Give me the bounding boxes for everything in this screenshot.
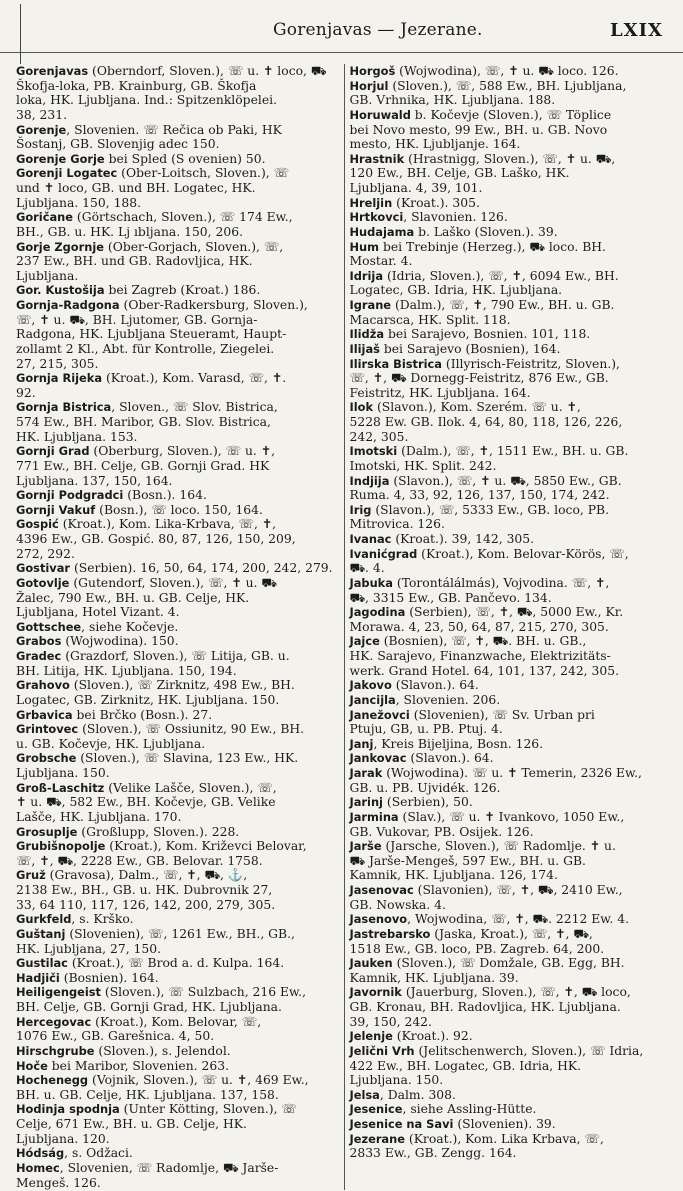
entry-headword: Jezerane [349, 1131, 405, 1146]
entry-text: (Jaska, Kroat.), ☏, ✝, ⛟, 1518 Ew., GB. loco, PB. Zagreb. 64, 200. [349, 926, 605, 956]
entry-text: (Velike Lašče, Sloven.), ☏, ✝ u. ⛟, 582 Ew., BH. Kočevje, GB. Velike Lašče, HK. Ljubljana. 170. [16, 780, 277, 824]
entry-headword: Goričane [16, 210, 73, 225]
directory-entry [16, 1044, 339, 1059]
entry-headword: Guštanj [16, 926, 66, 941]
entry-headword: Gotovlje [16, 575, 70, 590]
entry-text: (Jauerburg, Sloven.), ☏, ✝, ⛟ loco, GB. Kronau, BH. Radovljica, HK. Ljubljana. 39, 150, 242. [349, 985, 631, 1029]
entry-text: (Bosnien), ☏, ✝, ⛟. BH. u. GB., HK. Sarajevo, Finanzwache, Elektrizitäts- werk. Grand Hotel. 64, 101, 137, 242, 305. [349, 634, 620, 678]
directory-entry [350, 474, 672, 503]
entry-headword: Heiligengeist [16, 985, 101, 1000]
directory-entry [16, 1146, 339, 1161]
directory-entry [350, 225, 672, 240]
entry-headword: Jasenovo [349, 912, 408, 927]
entry-headword: Ivanac [349, 532, 392, 546]
entry-headword: Ilijaš [349, 341, 380, 356]
entry-headword: Jesenice [349, 1102, 403, 1117]
directory-entry [350, 1029, 672, 1044]
entry-text: (Grazdorf, Sloven.), ☏ Litija, GB. u. BH. Litija, HK. Ljubljana. 150, 194. [16, 649, 290, 678]
entry-headword: Groß-Laschitz [16, 780, 105, 795]
entry-text: , siehe Kočevje. [81, 619, 179, 634]
entry-headword: Gorenje Gorje [16, 151, 105, 166]
entry-text: (Slavonien), ☏, ✝, ⛟, 2410 Ew., GB. Nowska. 4. [349, 883, 623, 912]
directory-entry [350, 883, 672, 912]
directory-entry [16, 561, 339, 576]
page-header [18, 20, 667, 50]
entry-text: (Kroat.), Kom. Križevci Belovar, ☏, ✝, ⛟, 2228 Ew., GB. Belovar. 1758. [16, 839, 307, 868]
entry-headword: Hreljin [349, 195, 393, 210]
directory-entry [350, 64, 672, 79]
entry-headword: Jelenje [349, 1029, 393, 1044]
entry-headword: Gornji Vakuf [16, 502, 96, 517]
entry-text: , Sloven., ☏ Slov. Bistrica, 574 Ew., BH. Maribor, GB. Slov. Bistrica, HK. Ljubljana. 153. [16, 400, 278, 444]
entry-text: bei Spled (S ovenien) 50. [104, 151, 266, 166]
directory-entry [16, 839, 339, 868]
directory-entry [16, 971, 339, 986]
entry-text: , Slavonien. 126. [403, 210, 508, 225]
header-rule [0, 52, 683, 53]
entry-text: b. Kočevje (Sloven.), ☏ Töplice bei Novo mesto, 99 Ew., BH. u. GB. Novo mesto, HK. Ljubljanje. 164. [349, 107, 612, 152]
entry-headword: Gottschee [16, 619, 82, 634]
entry-text: , Slovenien. 206. [395, 692, 501, 707]
entry-text: bei Zagreb (Kroat.) 186. [104, 283, 261, 298]
directory-entry [16, 298, 339, 371]
entry-text: (Bosn.), ☏ loco. 150, 164. [95, 502, 263, 517]
entry-headword: Grubišnopolje [16, 839, 106, 854]
entry-text: , Kreis Bijeljina, Bosn. 126. [373, 736, 544, 751]
entry-text: (Kroat.). 92. [392, 1029, 473, 1044]
directory-entry [350, 357, 672, 401]
entry-text: (Bosnien). 164. [59, 970, 159, 985]
entry-text: (Torontálálmás), Vojvodina. ☏, ✝, ⛟, 3315 Ew., GB. Pančevo. 134. [349, 575, 610, 605]
entry-headword: Javornik [349, 985, 402, 1000]
directory-entry [350, 444, 672, 473]
directory-entry [16, 240, 339, 284]
entry-text: (Kroat.), Kom. Lika-Krbava, ☏, ✝, 4396 Ew., GB. Gospić. 80, 87, 126, 150, 209, 272, 292. [16, 517, 296, 561]
entry-headword: Hercegovac [16, 1014, 92, 1029]
entry-headword: Grobsche [16, 751, 77, 766]
directory-entry [350, 152, 672, 196]
entry-headword: Ivanićgrad [349, 546, 418, 561]
entry-text: , siehe Assling-Hütte. [402, 1102, 537, 1117]
entry-text: bei Sarajevo, Bosnien. 101, 118. [384, 327, 591, 342]
entry-headword: Ilok [349, 400, 374, 415]
directory-entry [350, 634, 672, 678]
directory-entry [350, 985, 672, 1029]
entry-headword: Jakovo [349, 678, 392, 693]
entry-text: , Slovenien, ☏ Radomlje, ⛟ Jarše- Mengeš. 126. [16, 1160, 279, 1190]
directory-entry [350, 795, 672, 810]
entry-text: (Oberndorf, Sloven.), ☏ u. ✝ loco, ⛟ Škofja-loka, PB. Krainburg, GB. Škofja loka, HK. Ljubljana. Ind.: Spitzenklöpelei. 38, 231. [16, 64, 327, 122]
entry-headword: Gustilac [16, 956, 68, 971]
entry-headword: Gospić [16, 517, 59, 532]
entry-headword: Jagodina [349, 605, 406, 620]
directory-entry [16, 927, 339, 956]
running-title: Gorenjavas — Jezerane. [273, 20, 483, 40]
entry-columns [16, 64, 671, 1190]
directory-entry [16, 371, 339, 400]
entry-headword: Gornja Rijeka [16, 371, 103, 386]
entry-text: (Sloven.), s. Jelendol. [94, 1043, 231, 1058]
entry-headword: Jarše [349, 839, 382, 854]
directory-entry [350, 927, 672, 956]
entry-headword: Hum [349, 239, 380, 254]
entry-headword: Jelični Vrh [349, 1043, 415, 1058]
directory-entry [350, 810, 672, 839]
entry-text: (Dalm.), ☏, ✝, 1511 Ew., BH. u. GB. Imotski, HK. Split. 242. [349, 444, 629, 473]
entry-headword: Gornja Bistrica [16, 400, 112, 415]
directory-entry [350, 576, 672, 605]
entry-headword: Horjul [349, 78, 389, 93]
directory-entry [350, 210, 672, 225]
entry-text: (Illyrisch-Feistritz, Sloven.), ☏, ✝, ⛟ Dornegg-Feistritz, 876 Ew., GB. Feistritz, HK. Ljubljana. 164. [349, 356, 620, 400]
directory-entry [16, 1073, 339, 1102]
entry-text: (Kroat.), ☏ Brod a. d. Kulpa. 164. [67, 956, 285, 971]
entry-headword: Gornji Grad [16, 444, 90, 459]
entry-headword: Gorenjavas [16, 64, 89, 78]
entry-headword: Hadjiči [16, 970, 60, 985]
entry-text: (Görtschach, Sloven.), ☏ 174 Ew., BH., GB. u. HK. Lj ıbljana. 150, 206. [16, 210, 293, 239]
entry-text: bei Trebinje (Herzeg.), ⛟ loco. BH. Mostar. 4. [349, 239, 606, 269]
entry-headword: Indjija [349, 473, 390, 488]
entry-headword: Jastrebarsko [349, 926, 431, 941]
directory-entry [350, 547, 672, 576]
entry-headword: Gornja-Radgona [16, 298, 120, 312]
entry-headword: Hirschgrube [16, 1043, 95, 1058]
directory-entry [16, 123, 339, 152]
directory-entry [350, 708, 672, 737]
directory-entry [350, 766, 672, 795]
directory-entry [350, 532, 672, 547]
entry-headword: Jancijla [349, 692, 396, 707]
entry-text: (Kroat.), Kom. Varasd, ☏, ✝. 92. [16, 371, 287, 400]
left-column [16, 64, 344, 1190]
entry-text: (Idria, Sloven.), ☏, ✝, 6094 Ew., BH. Logatec, GB. Idria, HK. Ljubljana. [349, 268, 619, 298]
entry-text: (Unter Kötting, Sloven.), ☏ Celje, 671 Ew., BH. u. GB. Celje, HK. Ljubljana. 120. [16, 1102, 297, 1146]
entry-text: (Ober-Radkersburg, Sloven.), ☏, ✝ u. ⛟, BH. Ljutomer, GB. Gornja- Radgona, HK. Ljubljana Steueramt, Haupt- zollamt 2 Kl., Abt. für Kontrolle, Ziegelei. 27, 215, 305. [16, 298, 308, 371]
entry-headword: Igrane [349, 298, 392, 312]
entry-headword: Horuwald [349, 107, 411, 122]
entry-headword: Jesenice na Savi [349, 1117, 454, 1131]
entry-text: (Sloven.), ☏ Ossiunitz, 90 Ew., BH. u. GB. Kočevje, HK. Ljubljana. [16, 722, 305, 751]
directory-entry [350, 327, 672, 342]
directory-entry [16, 781, 339, 825]
entry-headword: Gurkfeld [16, 912, 72, 927]
directory-entry [350, 605, 672, 634]
directory-entry [350, 503, 672, 532]
entry-text: (Vojnik, Sloven.), ☏ u. ✝, 469 Ew., BH. u. GB. Celje, HK. Ljubljana. 137, 158. [16, 1073, 309, 1102]
entry-headword: Hrtkovci [349, 210, 404, 225]
entry-text: (Serbien), ☏, ✝, ⛟, 5000 Ew., Kr. Morawa. 4, 23, 50, 64, 87, 215, 270, 305. [349, 605, 624, 634]
directory-entry [16, 1059, 339, 1074]
entry-text: (Dalm.), ☏, ✝, 790 Ew., BH. u. GB. Macarsca, HK. Split. 118. [349, 298, 615, 327]
entry-text: (Serbien), 50. [382, 795, 473, 810]
entry-headword: Hrastnik [349, 151, 405, 166]
entry-headword: Ilirska Bistrica [349, 356, 442, 371]
entry-text: (Ober-Loitsch, Sloven.), ☏ und ✝ loco, GB. und BH. Logatec, HK. Ljubljana. 150, 188. [16, 166, 290, 210]
entry-headword: Grosuplje [16, 824, 78, 839]
entry-headword: Horgoš [349, 64, 396, 78]
directory-entry [16, 985, 339, 1014]
entry-headword: Gradec [16, 649, 62, 663]
directory-entry [350, 956, 672, 985]
entry-text: , s. Krško. [71, 912, 134, 927]
directory-entry [16, 678, 339, 707]
entry-headword: Ilidža [349, 327, 385, 342]
entry-headword: Grabos [16, 634, 62, 649]
entry-text: (Wojwodina). ☏ u. ✝ Temerin, 2326 Ew., GB. u. PB. Ujvidék. 126. [349, 766, 642, 795]
entry-text: , s. Odžaci. [64, 1146, 133, 1161]
directory-entry [16, 634, 339, 649]
directory-entry [350, 269, 672, 298]
entry-headword: Idrija [349, 268, 384, 283]
directory-entry [350, 912, 672, 927]
entry-text: (Kroat.), Kom. Belovar-Körös, ☏, ⛟. 4. [349, 546, 629, 576]
entry-headword: Hochenegg [16, 1073, 89, 1088]
entry-headword: Jauken [349, 956, 393, 971]
directory-entry [350, 1044, 672, 1088]
directory-entry [16, 956, 339, 971]
entry-headword: Jarmina [349, 809, 399, 824]
directory-entry [16, 825, 339, 840]
directory-entry [16, 283, 339, 298]
entry-headword: Gorje Zgornje [16, 239, 104, 254]
entry-text: (Wojwodina). 150. [61, 634, 179, 649]
entry-headword: Hódság [16, 1146, 65, 1161]
right-column [344, 64, 672, 1190]
directory-entry [16, 166, 339, 210]
directory-entry [16, 400, 339, 444]
directory-entry [16, 64, 339, 123]
directory-entry [16, 868, 339, 912]
entry-headword: Gornji Podgradci [16, 488, 124, 503]
directory-entry [16, 708, 339, 723]
entry-headword: Grintovec [16, 722, 79, 737]
directory-entry [350, 342, 672, 357]
entry-headword: Irig [349, 502, 372, 517]
entry-text: (Oberburg, Sloven.), ☏ u. ✝, 771 Ew., BH. Celje, GB. Gornji Grad. HK Ljubljana. 137, 150, 164. [16, 444, 276, 488]
entry-text: (Jarsche, Sloven.), ☏ Radomlje. ✝ u. ⛟ Jarše-Mengeš, 597 Ew., BH. u. GB. Kamnik, HK. Ljubljana. 126, 174. [349, 839, 616, 883]
entry-text: (Hrastnigg, Sloven.), ☏, ✝ u. ⛟, 120 Ew., BH. Celje, GB. Laško, HK. Ljubljana. 4, 39, 101. [349, 151, 616, 195]
directory-entry [16, 1161, 339, 1190]
entry-text: b. Laško (Sloven.). 39. [414, 224, 558, 239]
directory-entry [16, 722, 339, 751]
entry-headword: Jarak [349, 766, 383, 780]
directory-entry [16, 444, 339, 488]
entry-text: (Slavon.), Kom. Szerém. ☏ u. ✝, 5228 Ew. GB. Ilok. 4, 64, 80, 118, 126, 226, 242, 305. [349, 400, 623, 444]
entry-headword: Gostivar [16, 561, 71, 576]
directory-entry [16, 1102, 339, 1146]
directory-entry [16, 503, 339, 518]
directory-entry [350, 240, 672, 269]
entry-headword: Hodinja spodnja [16, 1102, 120, 1117]
entry-text: (Serbien). 16, 50, 64, 174, 200, 242, 279. [70, 561, 333, 576]
entry-text: (Slavon.). 64. [391, 678, 479, 693]
directory-entry [350, 678, 672, 693]
directory-entry [350, 751, 672, 766]
page-number: LXIX [609, 20, 663, 41]
directory-entry [350, 298, 672, 327]
directory-entry [16, 751, 339, 780]
entry-text: (Slavon.), ☏, 5333 Ew., GB. loco, PB. Mitrovica. 126. [349, 502, 610, 532]
entry-text: (Slav.), ☏ u. ✝ Ivankovo, 1050 Ew., GB. Vukovar, PB. Osijek. 126. [349, 809, 625, 839]
entry-text: (Sloven.), ☏ Domžale, GB. Egg, BH. Kamnik, HK. Ljubljana. 39. [349, 956, 625, 985]
directory-entry [350, 1088, 672, 1103]
directory-entry [350, 108, 672, 152]
entry-text: (Kroat.), Kom. Belovar, ☏, 1076 Ew., GB. Garešnica. 4, 50. [16, 1014, 262, 1044]
entry-text: , Wojwodina, ☏, ✝, ⛟. 2212 Ew. 4. [407, 912, 630, 927]
entry-headword: Imotski [349, 444, 398, 459]
entry-text: bei Maribor, Slovenien. 263. [47, 1058, 230, 1073]
entry-headword: Gorenji Logatec [16, 166, 118, 181]
directory-entry [350, 1117, 672, 1132]
entry-headword: Jabuka [349, 575, 393, 590]
entry-text: (Slavon.). 64. [406, 751, 494, 766]
entry-headword: Gorenje [16, 122, 67, 137]
directory-entry [350, 196, 672, 211]
entry-text: (Bosn.). 164. [123, 488, 207, 503]
entry-text: (Gravosa), Dalm., ☏, ✝, ⛟, ⚓, 2138 Ew., BH., GB. u. HK. Dubrovnik 27, 33, 64 110, 117, 126, 142, 200, 279, 305. [16, 868, 276, 912]
entry-text: (Kroat.). 305. [392, 195, 480, 210]
entry-headword: Grbavica [16, 707, 73, 722]
directory-entry [350, 737, 672, 752]
entry-text: , Slovenien. ☏ Rečica ob Paki, HK Šostanj, GB. Slovenjig adec 150. [16, 122, 282, 152]
entry-headword: Janežovci [349, 707, 410, 722]
directory-entry [16, 210, 339, 239]
entry-text: bei Brčko (Bosn.). 27. [72, 707, 213, 722]
directory-entry [350, 693, 672, 708]
entry-text: (Sloven.), ☏ Sulzbach, 216 Ew., BH. Celje, GB. Gornji Grad, HK. Ljubljana. [16, 985, 306, 1014]
entry-headword: Jarinj [349, 795, 383, 810]
entry-headword: Jajce [349, 634, 380, 649]
entry-text: (Sloven.), ☏, 588 Ew., BH. Ljubljana, GB. Vrhnika, HK. Ljubljana. 188. [349, 78, 627, 108]
directory-entry [16, 1015, 339, 1044]
directory-entry [16, 152, 339, 167]
directory-entry [350, 400, 672, 444]
entry-text: bei Sarajevo (Bosnien), 164. [379, 341, 561, 356]
directory-entry [350, 1132, 672, 1161]
directory-entry [350, 1102, 672, 1117]
entry-text: (Sloven.), ☏ Zirknitz, 498 Ew., BH. Logatec, GB. Zirknitz, HK. Ljubljana. 150. [16, 678, 295, 707]
entry-text: (Wojwodina), ☏, ✝ u. ⛟ loco. 126. [395, 64, 619, 78]
directory-entry [16, 576, 339, 620]
entry-text: (Ober-Gorjach, Sloven.), ☏, 237 Ew., BH. und GB. Radovljica, HK. Ljubljana. [16, 239, 284, 283]
entry-text: (Sloven.), ☏ Slavina, 123 Ew., HK. Ljubljana. 150. [16, 751, 299, 780]
entry-text: (Jelitschenwerch, Sloven.), ☏ Idria, 422 Ew., BH. Logatec, GB. Idria, HK. Ljubljana. 150. [349, 1043, 644, 1088]
entry-headword: Gor. Kustošija [16, 283, 105, 298]
entry-headword: Jankovac [349, 751, 407, 766]
entry-headword: Homec [16, 1160, 60, 1175]
directory-entry [350, 839, 672, 883]
entry-text: (Slovenien). 39. [453, 1117, 556, 1131]
directory-entry [16, 620, 339, 635]
directory-entry [16, 517, 339, 561]
entry-headword: Grahovo [16, 678, 70, 693]
entry-text: , Dalm. 308. [379, 1087, 456, 1102]
entry-text: (Gutendorf, Sloven.), ☏, ✝ u. ⛟ Žalec, 790 Ew., BH. u. GB. Celje, HK. Ljubljana, Hotel Vizant. 4. [16, 575, 277, 620]
entry-headword: Jasenovac [349, 883, 414, 897]
entry-headword: Hoče [16, 1058, 48, 1073]
entry-text: (Slavon.), ☏, ✝ u. ⛟, 5850 Ew., GB. Ruma. 4, 33, 92, 126, 137, 150, 174, 242. [349, 473, 622, 503]
entry-headword: Gruž [16, 868, 46, 883]
directory-entry [16, 488, 339, 503]
entry-text: (Kroat.). 39, 142, 305. [391, 532, 535, 546]
entry-text: (Slovenien), ☏, 1261 Ew., BH., GB., HK. Ljubljana, 27, 150. [16, 926, 295, 956]
directory-entry [16, 649, 339, 678]
entry-text: (Kroat.), Kom. Lika Krbava, ☏, 2833 Ew., GB. Zengg. 164. [349, 1131, 604, 1161]
entry-headword: Jelsa [349, 1087, 380, 1102]
entry-headword: Hudajama [349, 224, 415, 239]
entry-headword: Janj [349, 736, 374, 751]
directory-entry [16, 912, 339, 927]
entry-text: (Großlupp, Sloven.). 228. [77, 824, 240, 839]
directory-entry [350, 79, 672, 108]
entry-text: (Slovenien), ☏ Sv. Urban pri Ptuju, GB, u. PB. Ptuj. 4. [349, 707, 595, 737]
